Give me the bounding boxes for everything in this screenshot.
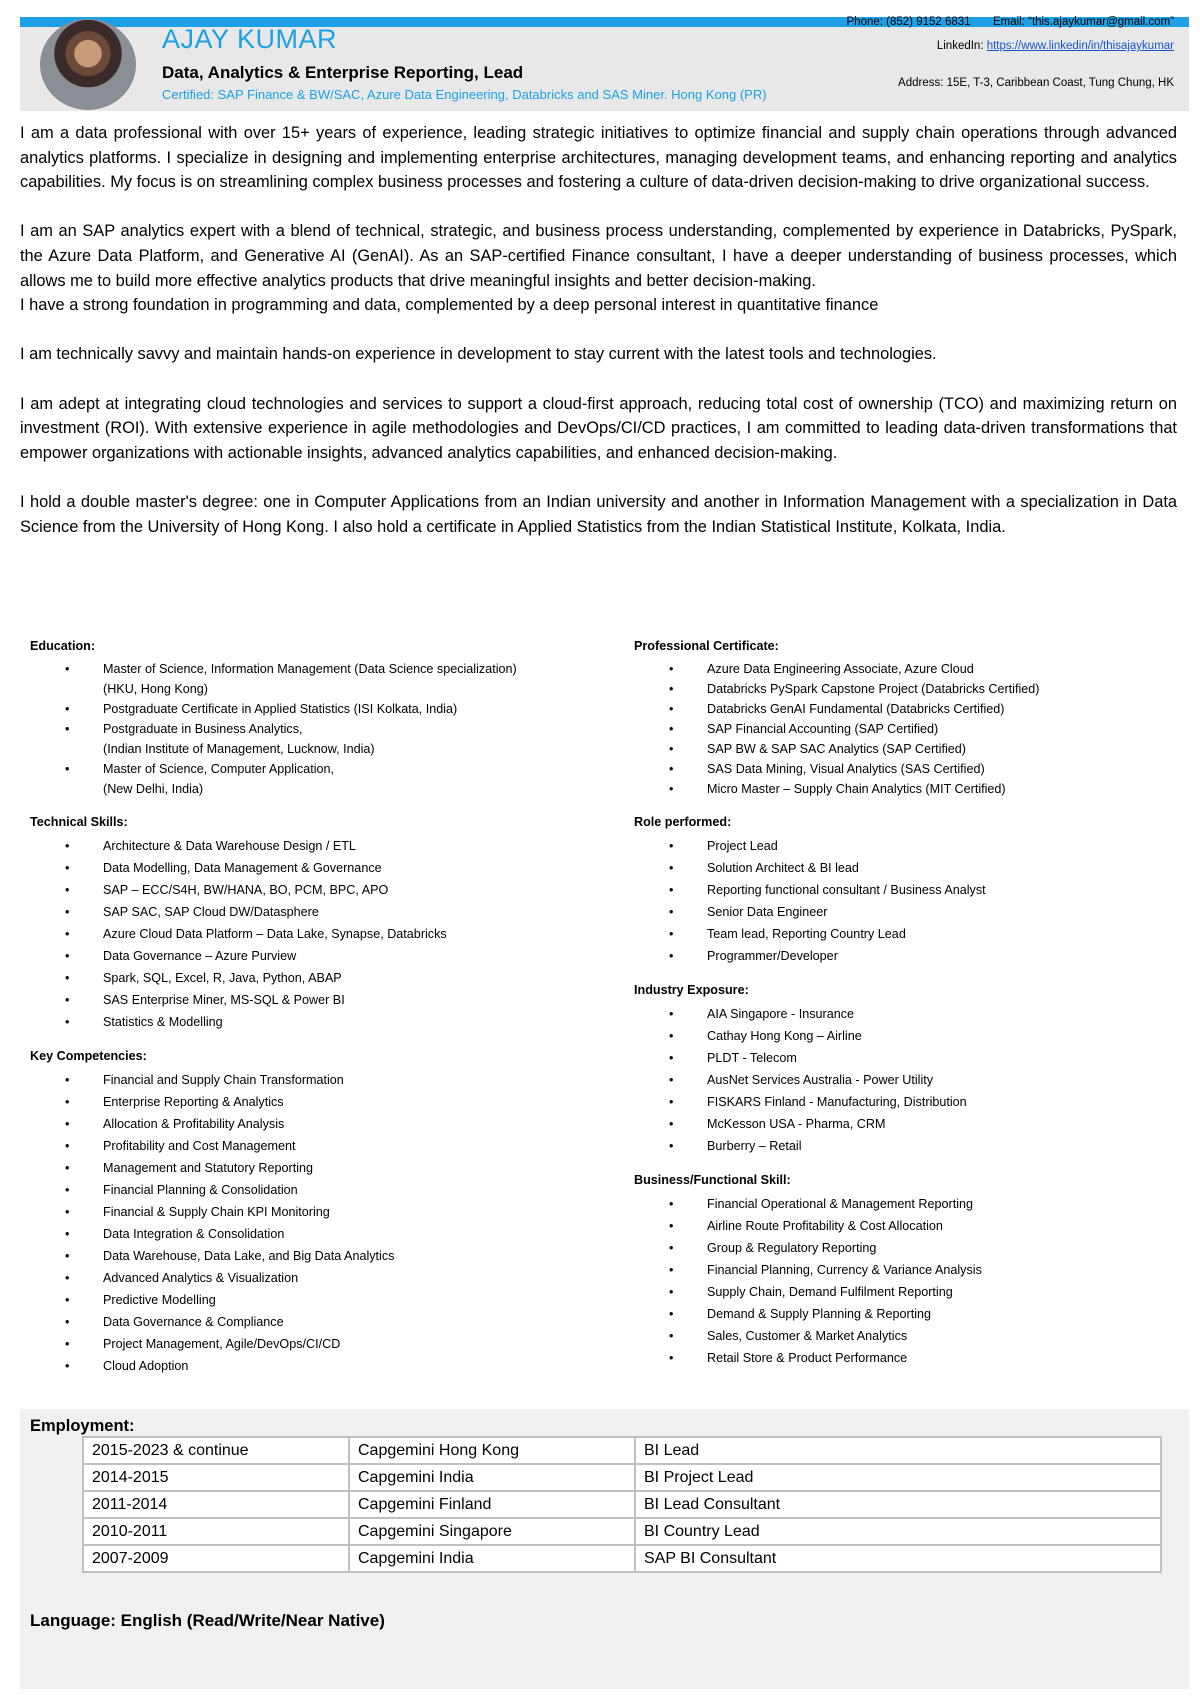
list-item: • FISKARS Finland - Manufacturing, Distribution bbox=[634, 1091, 1174, 1113]
list-item: • Data Governance & Compliance bbox=[30, 1311, 620, 1333]
table-cell: Capgemini India bbox=[349, 1464, 635, 1491]
email: Email: “this.ajaykumar@gmail.com” bbox=[992, 16, 1174, 28]
summary-paragraph: I am a data professional with over 15+ years of experience, leading strategic initiatives to optimize financial and supply chain operations through advanced analytics platforms. I specialize in designing and implementing enterprise architectures, managing development teams, and enhancing reporting and analytics capabilities. My focus is on streamlining complex business processes and fostering a culture of data-driven decision-making to drive organizational success. bbox=[20, 124, 1177, 192]
list-item: • Financial and Supply Chain Transformation bbox=[30, 1069, 620, 1091]
table-cell: Capgemini Finland bbox=[349, 1491, 635, 1518]
list-item: • Master of Science, Information Management (Data Science specialization) (HKU, Hong Kong) bbox=[30, 659, 620, 699]
table-row bbox=[83, 1545, 1161, 1572]
technical-skills-list bbox=[30, 835, 620, 1033]
list-item: • Data Governance – Azure Purview bbox=[30, 945, 620, 967]
table-cell: Capgemini India bbox=[349, 1545, 635, 1572]
candidate-name: AJAY KUMAR bbox=[162, 24, 338, 54]
list-item: • SAP – ECC/S4H, BW/HANA, BO, PCM, BPC, APO bbox=[30, 879, 620, 901]
list-item: • Management and Statutory Reporting bbox=[30, 1157, 620, 1179]
list-item: • Senior Data Engineer bbox=[634, 901, 1174, 923]
list-item: • Airline Route Profitability & Cost Allocation bbox=[634, 1215, 1174, 1237]
candidate-title: Data, Analytics & Enterprise Reporting, Lead bbox=[162, 63, 524, 82]
list-item: • SAS Enterprise Miner, MS-SQL & Power BI bbox=[30, 989, 620, 1011]
education-list bbox=[30, 659, 620, 799]
industry-exposure-list bbox=[634, 1003, 1174, 1157]
list-item: • Advanced Analytics & Visualization bbox=[30, 1267, 620, 1289]
list-item: • SAP SAC, SAP Cloud DW/Datasphere bbox=[30, 901, 620, 923]
list-item: • Cathay Hong Kong – Airline bbox=[634, 1025, 1174, 1047]
list-item: • AIA Singapore - Insurance bbox=[634, 1003, 1174, 1025]
table-cell: BI Lead Consultant bbox=[635, 1491, 1161, 1518]
summary-paragraph: I am adept at integrating cloud technologies and services to support a cloud-first approach, reducing total cost of ownership (TCO) and maximizing return on investment (ROI). With extensive experience in agile methodologies and DevOps/CI/CD practices, I am committed to leading data-driven transformations that empower organizations with actionable insights, advanced analytics capabilities, and enhanced decision-making. bbox=[20, 394, 1177, 462]
table-cell: 2011-2014 bbox=[83, 1491, 349, 1518]
table-row bbox=[83, 1437, 1161, 1464]
list-item: • SAP Financial Accounting (SAP Certified) bbox=[634, 719, 1174, 739]
table-cell: 2015-2023 & continue bbox=[83, 1437, 349, 1464]
list-item: • SAP BW & SAP SAC Analytics (SAP Certified) bbox=[634, 739, 1174, 759]
left-column bbox=[30, 637, 620, 1391]
list-item: • Sales, Customer & Market Analytics bbox=[634, 1325, 1174, 1347]
professional-certificate-heading: Professional Certificate: bbox=[634, 639, 779, 653]
list-item: • Postgraduate Certificate in Applied Statistics (ISI Kolkata, India) bbox=[30, 699, 620, 719]
list-item: • Azure Cloud Data Platform – Data Lake, Synapse, Databricks bbox=[30, 923, 620, 945]
table-cell: 2010-2011 bbox=[83, 1518, 349, 1545]
list-item: • Supply Chain, Demand Fulfilment Reporting bbox=[634, 1281, 1174, 1303]
list-item: • Financial Operational & Management Reporting bbox=[634, 1193, 1174, 1215]
professional-certificate-list bbox=[634, 659, 1174, 799]
list-item: • Postgraduate in Business Analytics, (Indian Institute of Management, Lucknow, India) bbox=[30, 719, 620, 759]
education-heading: Education: bbox=[30, 639, 96, 653]
list-item: • Retail Store & Product Performance bbox=[634, 1347, 1174, 1369]
linkedin-label: LinkedIn: bbox=[936, 40, 987, 52]
table-cell: BI Lead bbox=[635, 1437, 1161, 1464]
role-performed-list bbox=[634, 835, 1174, 967]
table-cell: Capgemini Singapore bbox=[349, 1518, 635, 1545]
contact-address: Address: 15E, T-3, Caribbean Coast, Tung Chung, HK bbox=[898, 77, 1174, 89]
summary-paragraph: I have a strong foundation in programming and data, complemented by a deep personal interest in quantitative finance bbox=[20, 296, 879, 315]
summary-paragraph: I am technically savvy and maintain hands-on experience in development to stay current with the latest tools and technologies. bbox=[20, 345, 937, 364]
list-item: • Data Warehouse, Data Lake, and Big Data Analytics bbox=[30, 1245, 620, 1267]
language: Language: English (Read/Write/Near Native) bbox=[30, 1611, 385, 1630]
list-item: • Statistics & Modelling bbox=[30, 1011, 620, 1033]
right-column bbox=[634, 637, 1174, 1383]
summary bbox=[20, 121, 1177, 564]
business-skill-heading: Business/Functional Skill: bbox=[634, 1173, 791, 1187]
list-item: • Data Integration & Consolidation bbox=[30, 1223, 620, 1245]
list-item: • AusNet Services Australia - Power Utility bbox=[634, 1069, 1174, 1091]
table-cell: SAP BI Consultant bbox=[635, 1545, 1161, 1572]
role-performed-heading: Role performed: bbox=[634, 815, 732, 829]
list-item: • PLDT - Telecom bbox=[634, 1047, 1174, 1069]
industry-exposure-heading: Industry Exposure: bbox=[634, 983, 749, 997]
table-row bbox=[83, 1491, 1161, 1518]
list-item: • Team lead, Reporting Country Lead bbox=[634, 923, 1174, 945]
business-skill-list bbox=[634, 1193, 1174, 1369]
key-competencies-heading: Key Competencies: bbox=[30, 1049, 147, 1063]
contact-phone-email bbox=[847, 16, 1174, 28]
list-item: • Profitability and Cost Management bbox=[30, 1135, 620, 1157]
list-item: • Enterprise Reporting & Analytics bbox=[30, 1091, 620, 1113]
list-item: • Financial & Supply Chain KPI Monitoring bbox=[30, 1201, 620, 1223]
list-item: • Financial Planning, Currency & Variance Analysis bbox=[634, 1259, 1174, 1281]
certification-line: Certified: SAP Finance & BW/SAC, Azure Data Engineering, Databricks and SAS Miner. Hong Kong (PR) bbox=[162, 87, 767, 102]
list-item: • Spark, SQL, Excel, R, Java, Python, ABAP bbox=[30, 967, 620, 989]
table-cell: 2014-2015 bbox=[83, 1464, 349, 1491]
key-competencies-list bbox=[30, 1069, 620, 1377]
table-row bbox=[83, 1518, 1161, 1545]
list-item: • Data Modelling, Data Management & Governance bbox=[30, 857, 620, 879]
list-item: • Burberry – Retail bbox=[634, 1135, 1174, 1157]
employment-heading: Employment: bbox=[30, 1417, 135, 1435]
table-cell: BI Country Lead bbox=[635, 1518, 1161, 1545]
list-item: • Financial Planning & Consolidation bbox=[30, 1179, 620, 1201]
table-cell: BI Project Lead bbox=[635, 1464, 1161, 1491]
list-item: • Reporting functional consultant / Business Analyst bbox=[634, 879, 1174, 901]
list-item: • Programmer/Developer bbox=[634, 945, 1174, 967]
list-item: • Micro Master – Supply Chain Analytics (MIT Certified) bbox=[634, 779, 1174, 799]
technical-skills-heading: Technical Skills: bbox=[30, 815, 128, 829]
linkedin-link[interactable]: https://www.linkedin/in/thisajaykumar bbox=[986, 40, 1174, 52]
list-item: • Azure Data Engineering Associate, Azure Cloud bbox=[634, 659, 1174, 679]
list-item: • Predictive Modelling bbox=[30, 1289, 620, 1311]
list-item: • Solution Architect & BI lead bbox=[634, 857, 1174, 879]
list-item: • Project Management, Agile/DevOps/CI/CD bbox=[30, 1333, 620, 1355]
summary-paragraph: I am an SAP analytics expert with a blend of technical, strategic, and business process understanding, complemented by experience in Databricks, PySpark, the Azure Data Platform, and Generative AI (GenAI). As an SAP-certified Finance consultant, I have a deeper understanding of business processes, which allows me to build more effective analytics products that drive meaningful insights and better decision-making. bbox=[20, 222, 1177, 290]
table-row bbox=[83, 1464, 1161, 1491]
list-item: • Demand & Supply Planning & Reporting bbox=[634, 1303, 1174, 1325]
list-item: • Master of Science, Computer Application, (New Delhi, India) bbox=[30, 759, 620, 799]
list-item: • Cloud Adoption bbox=[30, 1355, 620, 1377]
employment-table bbox=[82, 1436, 1162, 1573]
profile-photo bbox=[40, 19, 136, 110]
phone: Phone: (852) 9152 6831 bbox=[846, 16, 971, 28]
list-item: • Group & Regulatory Reporting bbox=[634, 1237, 1174, 1259]
list-item: • Project Lead bbox=[634, 835, 1174, 857]
list-item: • SAS Data Mining, Visual Analytics (SAS Certified) bbox=[634, 759, 1174, 779]
table-cell: Capgemini Hong Kong bbox=[349, 1437, 635, 1464]
list-item: • Databricks PySpark Capstone Project (Databricks Certified) bbox=[634, 679, 1174, 699]
list-item: • McKesson USA - Pharma, CRM bbox=[634, 1113, 1174, 1135]
contact-linkedin bbox=[937, 40, 1174, 52]
table-cell: 2007-2009 bbox=[83, 1545, 349, 1572]
summary-paragraph: I hold a double master's degree: one in Computer Applications from an Indian university and another in Information Management with a specialization in Data Science from the University of Hong Kong. I also hold a certificate in Applied Statistics from the Indian Statistical Institute, Kolkata, India. bbox=[20, 492, 1177, 536]
list-item: • Architecture & Data Warehouse Design / ETL bbox=[30, 835, 620, 857]
list-item: • Allocation & Profitability Analysis bbox=[30, 1113, 620, 1135]
list-item: • Databricks GenAI Fundamental (Databricks Certified) bbox=[634, 699, 1174, 719]
